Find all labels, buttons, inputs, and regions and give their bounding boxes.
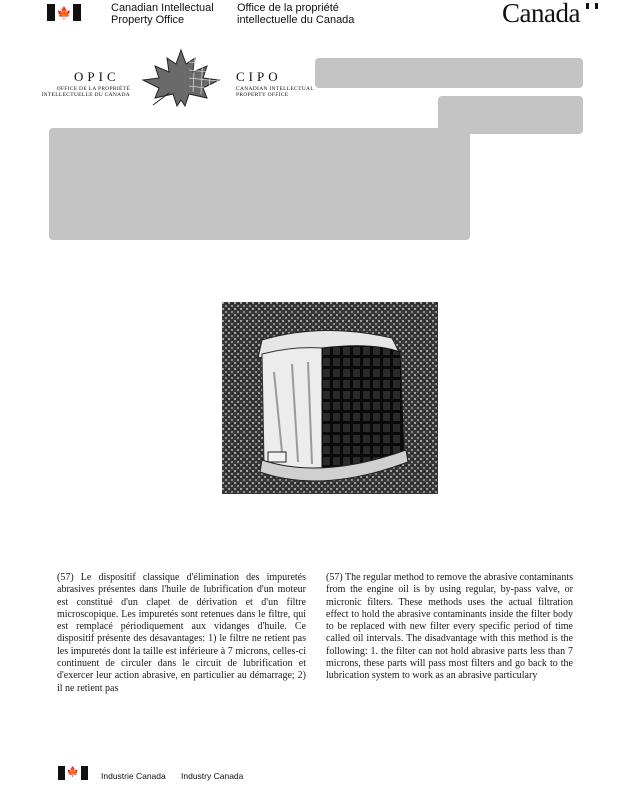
wordmark-flag-icon [586, 3, 598, 9]
redacted-box-1 [315, 58, 583, 88]
footer-flag-icon: 🍁 [58, 766, 88, 780]
office-name-fr: Office de la propriété intellectuelle du Canada [237, 2, 355, 26]
abstract-english: (57) The regular method to remove the abrasive contaminants from the engine oil is by using regular, by-pass valve, or micronic filters. These methods uses the actual filtration effect to hold the abrasive contaminants inside the filter body to be replaced with new filter every specific period of time called oil intervals. The disadvantage with this method is the following: 1. the filter can not hold abrasive parts less than 7 microns, these parts will pass most filters and go back to the lubrication system to work as an abrasive particulary [326, 572, 573, 682]
representative-drawing [222, 302, 438, 494]
logo-cipo-sub: CANADIAN INTELLECTUAL PROPERTY OFFICE [236, 86, 314, 98]
canada-flag-icon: 🍁 [47, 4, 81, 21]
abstract-french: (57) Le dispositif classique d'élimination des impuretés abrasives présentes dans l'huile de lubrification d'un moteur est constitué d'un clapet de dérivation et d'un filtre microscopique. Les impuretés sont retenues dans le filtre, qui est remplacé périodiquement aux vidanges d'huile. Ce dispositif présente des désavantages: 1) le filtre ne retient pas les impuretés dont la taille est inférieure à 7 microns, celles-ci continuent de circuler dans le circuit de lubrification et d'exercer leur action abrasive, en particulier au démarrage; 2) il ne retient pas [57, 572, 306, 694]
logo-opic-sub: OFFICE DE LA PROPRIÉTÉ INTELLECTUELLE DU CANADA [41, 86, 130, 98]
logo-cipo: CIPO [236, 69, 282, 84]
canada-wordmark: Canada [502, 0, 580, 28]
footer-dept-en: Industry Canada [181, 771, 244, 781]
maple-leaf-grid-icon [133, 48, 229, 108]
logo-opic: OPIC [74, 69, 120, 84]
redacted-box-3 [49, 128, 470, 240]
opic-cipo-logo [0, 48, 314, 108]
footer-dept-fr: Industrie Canada [101, 771, 166, 781]
office-name-en: Canadian Intellectual Property Office [111, 2, 214, 26]
